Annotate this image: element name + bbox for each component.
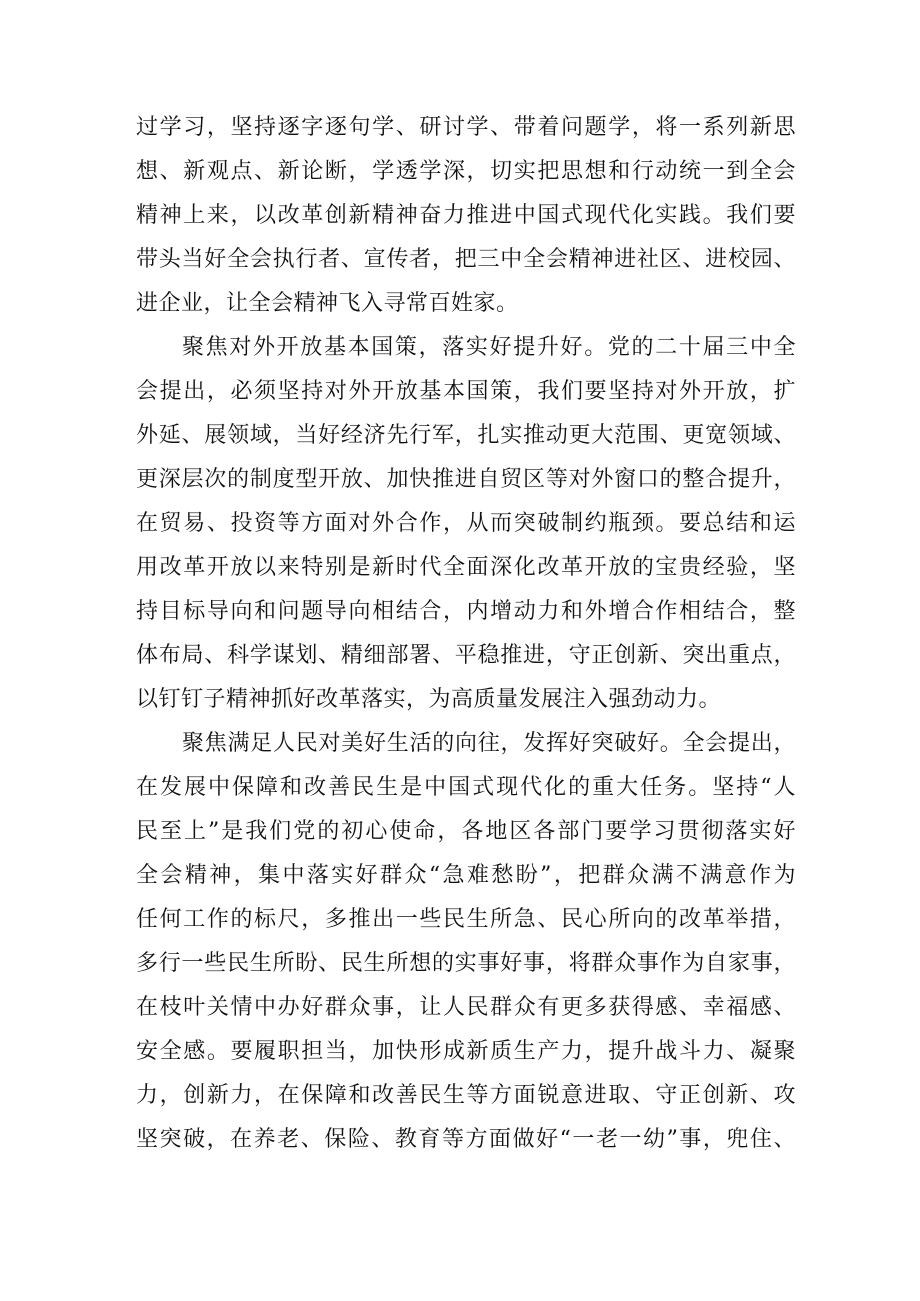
paragraph-3-line-9: 力，创新力，在保障和改善民生等方面锐意进取、守正创新、攻 [136, 1083, 796, 1108]
paragraph-1-line-3: 精神上来，以改革创新精神奋力推进中国式现代化实践。我们要 [136, 203, 796, 228]
paragraph-2-line-6: 用改革开放以来特别是新时代全面深化改革开放的宝贵经验，坚 [136, 555, 796, 580]
paragraph-1-line-2: 想、新观点、新论断，学透学深，切实把思想和行动统一到全会 [136, 159, 796, 184]
paragraph-2-line-5: 在贸易、投资等方面对外合作，从而突破制约瓶颈。要总结和运 [136, 511, 796, 536]
paragraph-1-line-1: 过学习，坚持逐字逐句学、研讨学、带着问题学，将一系列新思 [136, 115, 796, 140]
paragraph-2-line-1: 聚焦对外开放基本国策，落实好提升好。党的二十届三中全 [182, 335, 796, 360]
paragraph-1-line-5: 进企业，让全会精神飞入寻常百姓家。 [136, 291, 519, 316]
paragraph-2-line-2: 会提出，必须坚持对外开放基本国策，我们要坚持对外开放，扩 [136, 379, 796, 404]
paragraph-3-line-8: 安全感。要履职担当，加快形成新质生产力，提升战斗力、凝聚 [136, 1039, 796, 1064]
paragraph-3-line-10: 坚突破，在养老、保险、教育等方面做好“一老一幼”事，兜住、 [136, 1127, 796, 1152]
paragraph-3-line-3: 民至上”是我们党的初心使命，各地区各部门要学习贯彻落实好 [136, 819, 796, 844]
paragraph-3-line-5: 任何工作的标尺，多推出一些民生所急、民心所向的改革举措， [136, 907, 796, 932]
paragraph-3-line-1: 聚焦满足人民对美好生活的向往，发挥好突破好。全会提出， [182, 731, 796, 756]
paragraph-2-line-9: 以钉钉子精神抓好改革落实，为高质量发展注入强劲动力。 [136, 687, 722, 712]
paragraph-3-line-7: 在枝叶关情中办好群众事，让人民群众有更多获得感、幸福感、 [136, 995, 796, 1020]
paragraph-3-line-4: 全会精神，集中落实好群众“急难愁盼”，把群众满不满意作为 [136, 863, 796, 888]
paragraph-3-line-6: 多行一些民生所盼、民生所想的实事好事，将群众事作为自家事， [136, 951, 796, 976]
paragraph-2-line-3: 外延、展领域，当好经济先行军，扎实推动更大范围、更宽领域、 [136, 423, 796, 448]
paragraph-1-line-4: 带头当好全会执行者、宣传者，把三中全会精神进社区、进校园、 [136, 247, 796, 272]
paragraph-2-line-7: 持目标导向和问题导向相结合，内增动力和外增合作相结合，整 [136, 599, 796, 624]
paragraph-2-line-4: 更深层次的制度型开放、加快推进自贸区等对外窗口的整合提升， [136, 467, 796, 492]
paragraph-3-line-2: 在发展中保障和改善民生是中国式现代化的重大任务。坚持“人 [136, 775, 796, 800]
paragraph-2-line-8: 体布局、科学谋划、精细部署、平稳推进，守正创新、突出重点， [136, 643, 796, 668]
